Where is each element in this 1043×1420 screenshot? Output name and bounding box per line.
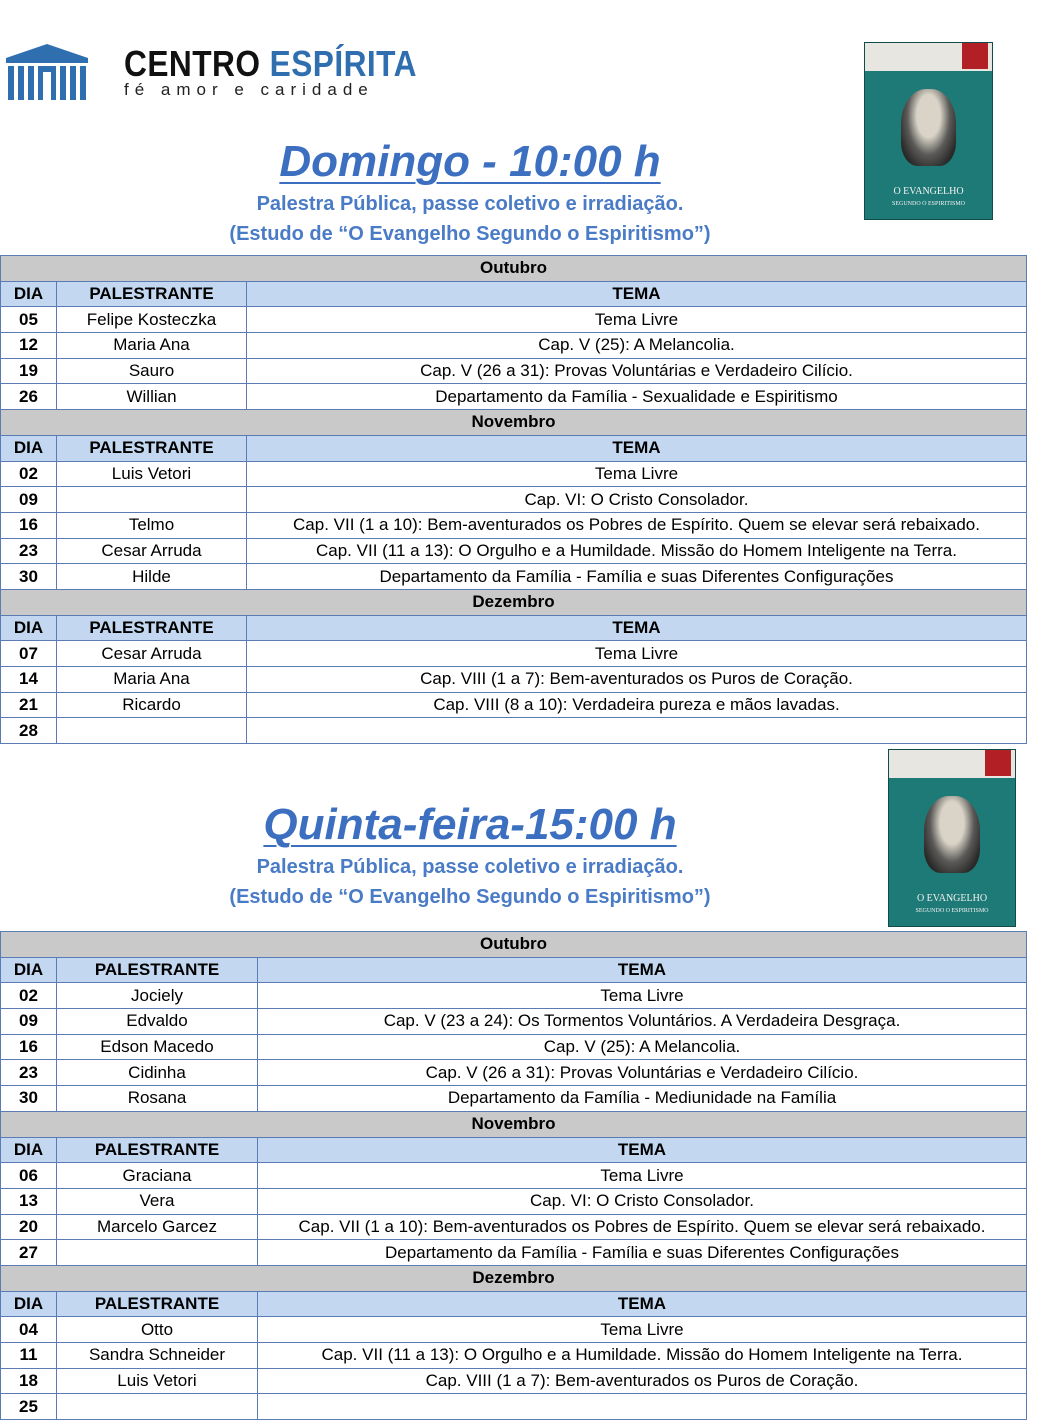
theme-cell: Cap. VII (1 a 10): Bem-aventurados os Pobres de Espírito. Quem se elevar será rebaixado.	[258, 1214, 1027, 1240]
theme-cell: Departamento da Família - Sexualidade e Espiritismo	[247, 384, 1027, 410]
book-subtitle: SEGUNDO O ESPIRITISMO	[915, 908, 989, 914]
column-header-row	[1, 435, 1027, 461]
brand	[124, 44, 457, 100]
book-subtitle: SEGUNDO O ESPIRITISMO	[891, 201, 965, 207]
speaker-cell: Maria Ana	[57, 667, 247, 693]
day-cell: 30	[1, 1086, 57, 1112]
section-heading	[0, 798, 940, 912]
table-row	[1, 1368, 1027, 1394]
section-subtitle-2: (Estudo de “O Evangelho Segundo o Espiritismo”)	[229, 886, 711, 908]
theme-cell: Cap. VII (1 a 10): Bem-aventurados os Pobres de Espírito. Quem se elevar será rebaixado.	[247, 512, 1027, 538]
column-header-dia: DIA	[1, 281, 57, 307]
table-row	[1, 983, 1027, 1009]
table-row	[1, 307, 1027, 333]
day-cell: 11	[1, 1343, 57, 1369]
speaker-cell: Cesar Arruda	[57, 538, 247, 564]
speaker-cell: Willian	[57, 384, 247, 410]
table-row	[1, 512, 1027, 538]
theme-cell: Cap. VIII (1 a 7): Bem-aventurados os Puros de Coração.	[258, 1368, 1027, 1394]
day-cell: 14	[1, 667, 57, 693]
day-cell: 21	[1, 692, 57, 718]
day-cell: 06	[1, 1163, 57, 1189]
month-header-row	[1, 1265, 1027, 1291]
column-header-palestrante: PALESTRANTE	[57, 435, 247, 461]
day-cell: 07	[1, 641, 57, 667]
table-row	[1, 564, 1027, 590]
column-header-palestrante: PALESTRANTE	[57, 957, 258, 983]
theme-cell: Tema Livre	[247, 641, 1027, 667]
day-cell: 18	[1, 1368, 57, 1394]
speaker-cell	[57, 1240, 258, 1266]
table-row	[1, 1240, 1027, 1266]
section-subtitle-2: (Estudo de “O Evangelho Segundo o Espiritismo”)	[229, 223, 711, 245]
table-row	[1, 667, 1027, 693]
table-row	[1, 487, 1027, 513]
theme-cell: Departamento da Família - Família e suas Diferentes Configurações	[247, 564, 1027, 590]
speaker-cell	[57, 487, 247, 513]
column-header-dia: DIA	[1, 435, 57, 461]
theme-cell: Tema Livre	[247, 461, 1027, 487]
column-header-row	[1, 1137, 1027, 1163]
theme-cell: Cap. VIII (8 a 10): Verdadeira pureza e mãos lavadas.	[247, 692, 1027, 718]
theme-cell: Cap. V (23 a 24): Os Tormentos Voluntários. A Verdadeira Desgraça.	[258, 1009, 1027, 1035]
section-title: Domingo - 10:00 h	[279, 137, 661, 186]
table-row	[1, 358, 1027, 384]
column-header-palestrante: PALESTRANTE	[57, 1137, 258, 1163]
theme-cell: Tema Livre	[247, 307, 1027, 333]
day-cell: 02	[1, 983, 57, 1009]
table-row	[1, 538, 1027, 564]
month-name: Dezembro	[1, 589, 1027, 615]
speaker-cell: Maria Ana	[57, 333, 247, 359]
table-row	[1, 1214, 1027, 1240]
section-title: Quinta-feira-15:00 h	[263, 800, 677, 849]
column-header-tema: TEMA	[247, 281, 1027, 307]
month-header-row	[1, 410, 1027, 436]
theme-cell	[247, 718, 1027, 744]
speaker-cell: Rosana	[57, 1086, 258, 1112]
theme-cell: Tema Livre	[258, 983, 1027, 1009]
table-row	[1, 1394, 1027, 1420]
month-header-row	[1, 1111, 1027, 1137]
speaker-cell: Hilde	[57, 564, 247, 590]
speaker-cell: Cesar Arruda	[57, 641, 247, 667]
speaker-cell: Ricardo	[57, 692, 247, 718]
day-cell: 12	[1, 333, 57, 359]
theme-cell: Cap. VI: O Cristo Consolador.	[258, 1188, 1027, 1214]
column-header-dia: DIA	[1, 1291, 57, 1317]
column-header-palestrante: PALESTRANTE	[57, 281, 247, 307]
book-title: O EVANGELHO	[893, 186, 964, 197]
theme-cell: Cap. VII (11 a 13): O Orgulho e a Humildade. Missão do Homem Inteligente na Terra.	[247, 538, 1027, 564]
table-row	[1, 1086, 1027, 1112]
table-row	[1, 461, 1027, 487]
day-cell: 04	[1, 1317, 57, 1343]
day-cell: 19	[1, 358, 57, 384]
column-header-dia: DIA	[1, 957, 57, 983]
theme-cell: Cap. V (26 a 31): Provas Voluntárias e Verdadeiro Cilício.	[247, 358, 1027, 384]
speaker-cell: Cidinha	[57, 1060, 258, 1086]
brand-title-part1: CENTRO	[124, 43, 261, 84]
table-row	[1, 384, 1027, 410]
day-cell: 28	[1, 718, 57, 744]
column-header-row	[1, 957, 1027, 983]
day-cell: 05	[1, 307, 57, 333]
column-header-tema: TEMA	[247, 435, 1027, 461]
theme-cell: Cap. VI: O Cristo Consolador.	[247, 487, 1027, 513]
speaker-cell: Luis Vetori	[57, 1368, 258, 1394]
speaker-cell	[57, 1394, 258, 1420]
column-header-palestrante: PALESTRANTE	[57, 1291, 258, 1317]
theme-cell	[258, 1394, 1027, 1420]
speaker-cell: Otto	[57, 1317, 258, 1343]
day-cell: 09	[1, 487, 57, 513]
theme-cell: Departamento da Família - Mediunidade na Família	[258, 1086, 1027, 1112]
speaker-cell: Vera	[57, 1188, 258, 1214]
column-header-row	[1, 281, 1027, 307]
month-name: Novembro	[1, 1111, 1027, 1137]
column-header-dia: DIA	[1, 615, 57, 641]
brand-tagline: fé amor e caridade	[124, 80, 374, 99]
month-header-row	[1, 932, 1027, 958]
month-header-row	[1, 256, 1027, 282]
month-name: Outubro	[1, 256, 1027, 282]
column-header-tema: TEMA	[258, 1137, 1027, 1163]
column-header-palestrante: PALESTRANTE	[57, 615, 247, 641]
month-name: Novembro	[1, 410, 1027, 436]
table-row	[1, 1060, 1027, 1086]
column-header-dia: DIA	[1, 1137, 57, 1163]
theme-cell: Cap. VII (11 a 13): O Orgulho e a Humildade. Missão do Homem Inteligente na Terra.	[258, 1343, 1027, 1369]
column-header-tema: TEMA	[258, 957, 1027, 983]
day-cell: 09	[1, 1009, 57, 1035]
table-row	[1, 1343, 1027, 1369]
table-row	[1, 718, 1027, 744]
table-row	[1, 1163, 1027, 1189]
table-row	[1, 1009, 1027, 1035]
column-header-tema: TEMA	[258, 1291, 1027, 1317]
speaker-cell: Telmo	[57, 512, 247, 538]
month-header-row	[1, 589, 1027, 615]
brand-title	[124, 44, 417, 84]
table-row	[1, 641, 1027, 667]
section-subtitle-1: Palestra Pública, passe coletivo e irradiação.	[256, 856, 684, 878]
speaker-cell: Marcelo Garcez	[57, 1214, 258, 1240]
day-cell: 23	[1, 1060, 57, 1086]
speaker-cell	[57, 718, 247, 744]
theme-cell: Cap. VIII (1 a 7): Bem-aventurados os Puros de Coração.	[247, 667, 1027, 693]
speaker-cell: Graciana	[57, 1163, 258, 1189]
table-row	[1, 1317, 1027, 1343]
day-cell: 02	[1, 461, 57, 487]
day-cell: 30	[1, 564, 57, 590]
theme-cell: Departamento da Família - Família e suas Diferentes Configurações	[258, 1240, 1027, 1266]
month-name: Dezembro	[1, 1265, 1027, 1291]
brand-title-part2: ESPÍRITA	[269, 43, 417, 84]
column-header-tema: TEMA	[247, 615, 1027, 641]
theme-cell: Tema Livre	[258, 1163, 1027, 1189]
day-cell: 13	[1, 1188, 57, 1214]
table-row	[1, 333, 1027, 359]
day-cell: 25	[1, 1394, 57, 1420]
speaker-cell: Sandra Schneider	[57, 1343, 258, 1369]
table-row	[1, 1034, 1027, 1060]
speaker-cell: Edson Macedo	[57, 1034, 258, 1060]
speaker-cell: Felipe Kosteczka	[57, 307, 247, 333]
theme-cell: Cap. V (25): A Melancolia.	[247, 333, 1027, 359]
theme-cell: Tema Livre	[258, 1317, 1027, 1343]
day-cell: 16	[1, 1034, 57, 1060]
schedule-table	[0, 255, 1027, 744]
day-cell: 16	[1, 512, 57, 538]
temple-logo-icon	[6, 44, 88, 102]
speaker-cell: Edvaldo	[57, 1009, 258, 1035]
section-heading	[0, 135, 940, 249]
day-cell: 20	[1, 1214, 57, 1240]
speaker-cell: Jociely	[57, 983, 258, 1009]
table-row	[1, 692, 1027, 718]
theme-cell: Cap. V (25): A Melancolia.	[258, 1034, 1027, 1060]
speaker-cell: Luis Vetori	[57, 461, 247, 487]
day-cell: 27	[1, 1240, 57, 1266]
speaker-cell: Sauro	[57, 358, 247, 384]
column-header-row	[1, 615, 1027, 641]
book-title: O EVANGELHO	[916, 893, 988, 904]
table-row	[1, 1188, 1027, 1214]
theme-cell: Cap. V (26 a 31): Provas Voluntárias e Verdadeiro Cilício.	[258, 1060, 1027, 1086]
column-header-row	[1, 1291, 1027, 1317]
schedule-table	[0, 931, 1027, 1420]
month-name: Outubro	[1, 932, 1027, 958]
day-cell: 26	[1, 384, 57, 410]
day-cell: 23	[1, 538, 57, 564]
section-subtitle-1: Palestra Pública, passe coletivo e irradiação.	[256, 193, 684, 215]
